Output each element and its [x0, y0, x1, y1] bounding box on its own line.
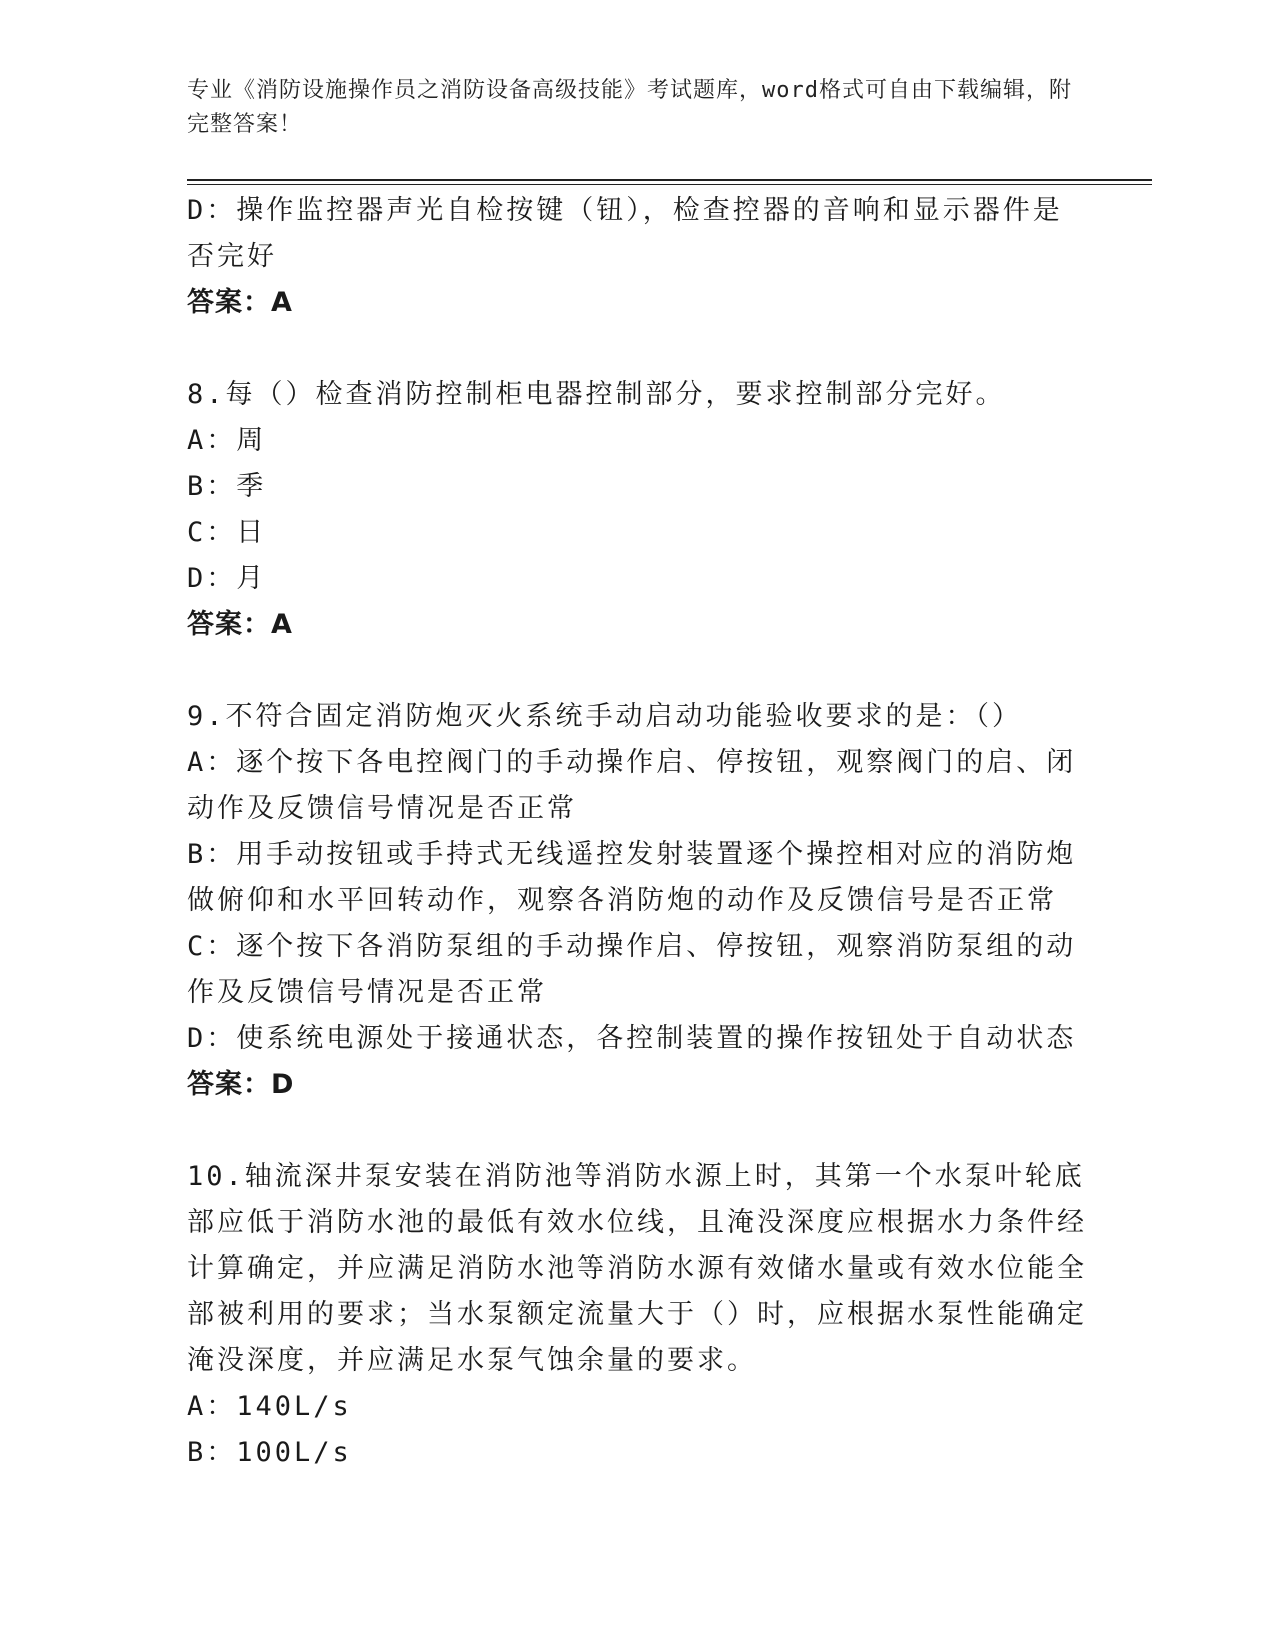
header-rule-thick: [187, 179, 1152, 181]
option-c: C：日: [187, 517, 267, 548]
option-d: D：月: [187, 563, 267, 594]
option-b: B：100L/s: [187, 1437, 352, 1468]
option-d: D：操作监控器声光自检按键（钮），检查控器的音响和显示器件是否完好: [187, 195, 1063, 272]
question-text: 9.不符合固定消防炮灭火系统手动启动功能验收要求的是：（）: [187, 701, 1023, 732]
answer: 答案：A: [187, 287, 293, 318]
header-rule-thin: [187, 184, 1152, 185]
option-d: D：使系统电源处于接通状态，各控制装置的操作按钮处于自动状态: [187, 1023, 1077, 1054]
page-header: 专业《消防设施操作员之消防设备高级技能》考试题库，word格式可自由下载编辑，附完整答案！: [187, 78, 1072, 137]
spacer: [187, 648, 1087, 694]
option-a: A：140L/s: [187, 1391, 352, 1422]
spacer: [187, 326, 1087, 372]
question-10: [187, 1154, 1087, 1476]
question-7-continuation: [187, 188, 1087, 326]
option-a: A：周: [187, 425, 267, 456]
option-a: A：逐个按下各电控阀门的手动操作启、停按钮，观察阀门的启、闭动作及反馈信号情况是否正常: [187, 747, 1077, 824]
question-9: [187, 694, 1087, 1108]
option-b: B：用手动按钮或手持式无线遥控发射装置逐个操控相对应的消防炮做俯仰和水平回转动作，观察各消防炮的动作及反馈信号是否正常: [187, 839, 1077, 916]
option-c: C：逐个按下各消防泵组的手动操作启、停按钮，观察消防泵组的动作及反馈信号情况是否正常: [187, 931, 1077, 1008]
answer: 答案：A: [187, 609, 293, 640]
option-b: B：季: [187, 471, 267, 502]
question-8: [187, 372, 1087, 648]
spacer: [187, 1108, 1087, 1154]
answer: 答案：D: [187, 1069, 295, 1100]
question-text: 10.轴流深井泵安装在消防池等消防水源上时，其第一个水泵叶轮底部应低于消防水池的最低有效水位线，且淹没深度应根据水力条件经计算确定，并应满足消防水池等消防水源有效储水量或有效水位能全部被利用的要求；当水泵额定流量大于（）时，应根据水泵性能确定淹没深度，并应满足水泵气蚀余量的要求。: [187, 1161, 1087, 1376]
question-text: 8.每（）检查消防控制柜电器控制部分，要求控制部分完好。: [187, 379, 1006, 410]
document-body: [187, 188, 1087, 1476]
